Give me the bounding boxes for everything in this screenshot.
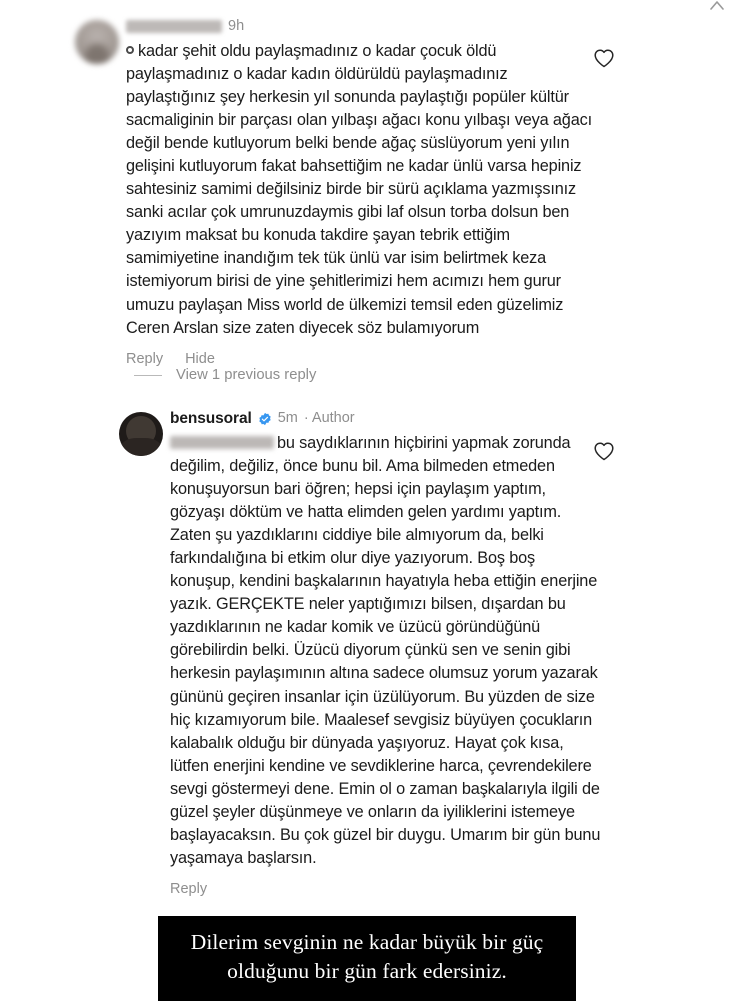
divider	[134, 375, 162, 376]
hide-button[interactable]: Hide	[185, 350, 215, 367]
comment-meta	[170, 410, 602, 427]
avatar-column	[68, 18, 126, 64]
chevron-up-icon	[710, 0, 724, 10]
reply-button[interactable]: Reply	[126, 350, 164, 367]
comment-item-author-reply[interactable]	[112, 410, 612, 897]
timestamp: 9h	[228, 18, 245, 35]
comment-text	[170, 432, 605, 870]
comment-text-body: kadar şehit oldu paylaşmadınız o kadar çocuk öldü paylaşmadınız o kadar kadın öldürüldü paylaşmadınız paylaştığınız şey herkesin yıl sonunda paylaştığı popüler kültür sacmaliginin bir parçası olan yılbaşı ağacı konu yılbaşı veya ağacı değil bende kutluyorum belki bende ağaç süslüyorum yeni yılın gelişini kutluyorum fakat bahsettiğim ne kadar ünlü varsa hepiniz sahtesiniz samimi değilsiniz birde bir sürü açıklama yazmışsınız sanki acılar çok umrunuzdaymis gibi laf olsun torba dolsun ben yazıyım maksat bu konuda takdire şayan tebrik ettiğim samimiyetine inandığım tek tük ünlü var isim belirtmek keza istemiyorum birisi de yine şehitlerimizi hem acımızı hem gurur umuzu paylaşan Miss world de ülkemizi temsil eden güzelimiz Ceren Arslan size zaten diyecek söz bulamıyorum	[126, 42, 597, 337]
avatar[interactable]	[119, 412, 163, 456]
like-heart-icon-reply[interactable]	[592, 439, 616, 463]
comment-actions	[170, 881, 602, 897]
comment-text	[126, 40, 598, 340]
view-previous-replies-label[interactable]: View 1 previous reply	[176, 367, 317, 383]
view-previous-replies[interactable]	[134, 367, 316, 383]
username-redacted[interactable]	[126, 20, 222, 33]
comment-body	[170, 410, 612, 897]
avatar-column	[112, 410, 170, 456]
quote-banner	[158, 916, 576, 1001]
comment-actions	[126, 351, 598, 367]
comment-text-body: bu saydıklarının hiçbirini yapmak zorunda değilim, değiliz, önce bunu bil. Ama bilmeden etmeden konuşuyorsun bari öğren; hepsi için paylaşım yaptım, gözyaşı döktüm ve hatta elimden gelen yardımı yaptım. Zaten şu yazdıklarını ciddiye bile almıyorum da, belki farkındalığına bi etkim olur diye yazıyorum. Boş boş konuşup, kendini başkalarının hayatıyla heba ettiğin enerjine yazık. GERÇEKTE neler yaptığımızı bilsen, dışardan bu yazdıklarının ne kadar komik ve üzücü göründüğünü görebilirdin belki. Üzücü diyorum çünkü sen ve senin gibi herkesin paylaşımının altına sadece olumsuz yorum yazarak gününü geçiren insanlar için üzülüyorum. Bu yüzden de size hiç kızamıyorum bile. Maalesef sevgisiz büyüyen çocukların kalabalık olduğu bir dünyada yaşıyoruz. Hayat çok kısa, lütfen enerjini kendine ve sevdiklerine harca, çevrendekilere sevgi göstermeyi dene. Emin ol o zaman başkalarıyla ilgili de güzel şeyler düşünmeye ve onların da iyiliklerini istemeye başlayacaksın. Bu çok güzel bir duygu. Umarım bir gün bunu yaşamaya başlarsın.	[170, 434, 605, 867]
comment-body	[126, 18, 608, 367]
bullet-dot-icon	[126, 46, 134, 54]
quote-line-2: olduğunu bir gün fark edersiniz.	[227, 958, 507, 983]
comment-meta	[126, 18, 598, 35]
mention-redacted[interactable]	[170, 436, 274, 449]
avatar[interactable]	[75, 20, 119, 64]
timestamp: 5m	[277, 410, 298, 427]
verified-badge-icon	[258, 412, 272, 426]
comment-item-top[interactable]	[68, 18, 608, 367]
username[interactable]: bensusoral	[170, 409, 252, 427]
author-badge: · Author	[303, 410, 355, 427]
reply-button[interactable]: Reply	[170, 880, 208, 897]
quote-line-1: Dilerim sevginin ne kadar büyük bir güç	[190, 930, 544, 954]
like-heart-icon-top[interactable]	[592, 46, 616, 70]
